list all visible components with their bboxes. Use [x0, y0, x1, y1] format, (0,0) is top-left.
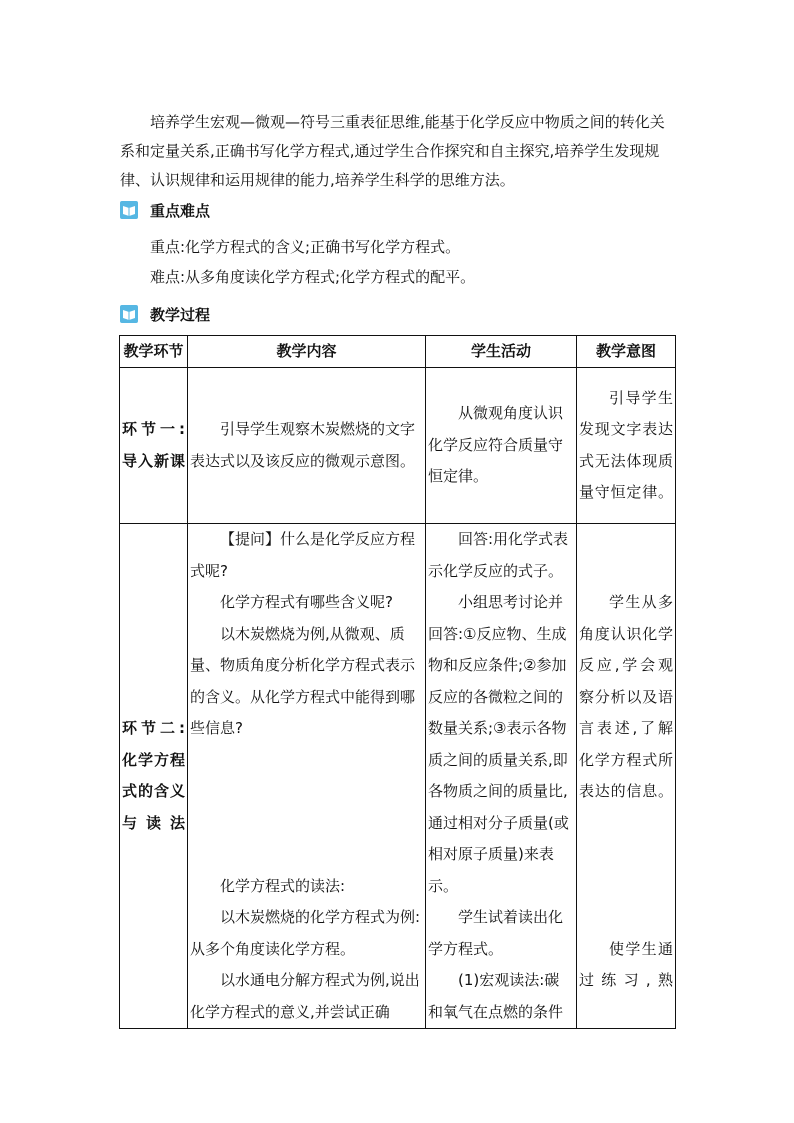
content-text: 化学方程式的读法: [220, 876, 346, 895]
content-text: 引导学生观察木炭燃烧的文字表达式以及该反应的微观示意图。 [190, 420, 416, 470]
intent-cell [577, 524, 676, 1029]
teaching-process-table [119, 335, 676, 1029]
activity-text: 学生试着读出化学方程式。 [428, 908, 564, 958]
content-text: 【提问】什么是化学反应方程式呢? [190, 530, 416, 580]
table-row [120, 524, 676, 1029]
intent-text: 学生从多角度认识化学反应,学会观察分析以及语言表述,了解化学方程式所表达的信息。 [579, 593, 673, 800]
activity-text: 从微观角度认识化学反应符合质量守恒定律。 [428, 404, 564, 486]
intro-paragraph: 培养学生宏观—微观—符号三重表征思维,能基于化学反应中物质之间的转化关系和定量关系,正确书写化学方程式,通过学生合作探究和自主探究,培养学生发现规律、认识规律和运用规律的能力,培养学生科学的思维方法。 [120, 113, 665, 189]
stage-cell: 环节二:化学方程式的含义与读法 [120, 524, 188, 1029]
section-heading-teaching-process [120, 303, 210, 325]
section-title: 重点难点 [150, 201, 211, 220]
key-point-line: 重点:化学方程式的含义;正确书写化学方程式。 [150, 238, 461, 256]
book-icon [120, 305, 138, 323]
section-heading-key-points [120, 199, 210, 221]
stage-cell: 环节一:导入新课 [120, 368, 188, 524]
header-cell: 教学内容 [188, 336, 426, 368]
table-row [120, 368, 676, 524]
content-text: 化学方程式有哪些含义呢? [220, 593, 393, 611]
intent-text: 引导学生发现文字表达式无法体现质量守恒定律。 [579, 388, 673, 501]
content-text: 以木炭燃烧的化学方程式为例:从多个角度读化学方程。 [190, 908, 421, 958]
header-cell: 学生活动 [426, 336, 577, 368]
book-icon [120, 201, 138, 219]
section-title: 教学过程 [150, 305, 211, 324]
table-header-row [120, 336, 676, 368]
activity-text: 回答:用化学式表示化学反应的式子。 [428, 530, 569, 580]
activity-text: (1)宏观读法:碳和氧气在点燃的条件 [428, 971, 564, 1021]
intent-text: 使学生通过练习,熟 [579, 939, 673, 989]
difficult-point-line: 难点:从多角度读化学方程式;化学方程式的配平。 [150, 268, 476, 286]
content-cell [188, 368, 426, 524]
activity-text: 小组思考讨论并回答:①反应物、生成物和反应条件;②参加反应的各微粒之间的数量关系;③表示各物质之间的质量关系,即各物质之间的质量比,通过相对分子质量(或相对原子质量)来表示。 [428, 593, 569, 895]
header-cell: 教学意图 [577, 336, 676, 368]
content-text: 以水通电分解方程式为例,说出化学方程式的意义,并尝试正确 [190, 971, 420, 1021]
header-cell: 教学环节 [120, 336, 188, 368]
activity-cell [426, 368, 577, 524]
intent-cell [577, 368, 676, 524]
activity-cell [426, 524, 577, 1029]
content-cell [188, 524, 426, 1029]
content-text: 以木炭燃烧为例,从微观、质量、物质角度分析化学方程式表示的含义。从化学方程式中能得到哪些信息? [190, 624, 416, 737]
